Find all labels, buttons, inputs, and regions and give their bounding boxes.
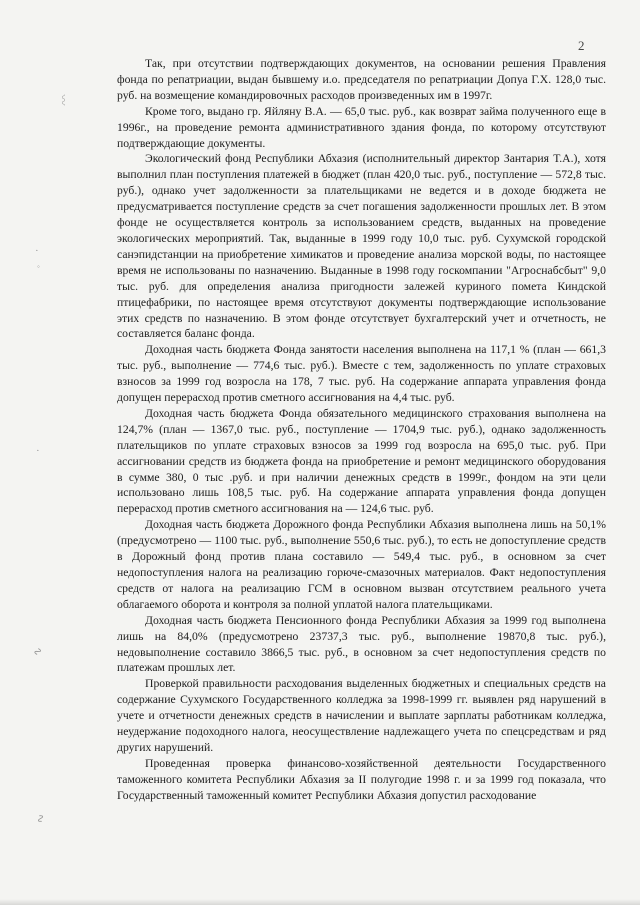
paragraph-customs-committee: Проведенная проверка финансово-хозяйственной деятельности Государственного таможенного комитета Республики Абхазия за II полугодие 1998 г. и за 1999 год показала, что Государственный таможенный комитет Республики Абхазия допустил расходование [117, 756, 606, 802]
paragraph-medical-insurance-fund: Доходная часть бюджета Фонда обязательного медицинского страхования выполнена на 124,7% (план — 1367,0 тыс. руб., поступление — 1704,9 тыс. руб.), однако задолженность плательщиков по уплате страховых взносов за 1999 год возросла на 695,0 тыс. руб. При ассигновании средств из бюджета фонда на приобретение и ремонт медицинского оборудования в сумме 380, 0 тыс .руб. и при наличии денежных средств в 1999г., фондом на эти цели использовано лишь 108,5 тыс. руб. На содержание аппарата управления фонда допущен перерасход против сметного ассигнования на — 124,6 тыс. руб. [117, 406, 606, 516]
paragraph-employment-fund: Доходная часть бюджета Фонда занятости населения выполнена на 117,1 % (план — 661,3 тыс. руб., выполнение — 774,6 тыс. руб.). Вместе с тем, задолженность по уплате страховых взносов за 1999 год возросла на 178, 7 тыс. руб. На содержание аппарата управления фонда допущен перерасход против сметного ассигнования на 4,4 тыс. руб. [117, 343, 606, 405]
scan-artifact: · [35, 245, 39, 257]
paragraph-sukhum-college: Проверкой правильности расходования выделенных бюджетных и специальных средств на содержание Сухумского Государственного колледжа за 1998-1999 гг. выявлен ряд нарушений в учете и отчетности денежных средств в начислении и выплате зарплаты работникам колледжа, неудержание подоходного налога, неосуществление надлежащего учета по спецсредствам и ряд других нарушений. [117, 677, 606, 754]
scan-artifact: ◦ [37, 262, 40, 271]
paragraph-pension-fund: Доходная часть бюджета Пенсионного фонда Республики Абхазия за 1999 год выполнена лишь на 84,0% (предусмотрено 23737,3 тыс. руб., выполнение 19870,8 тыс. руб.), недовыполнение составило 3866,5 тыс. руб., в основном за счет недопоступления средств по платежам прошлых лет. [117, 613, 606, 675]
scan-artifact: · [36, 445, 40, 457]
paragraph-ecological-fund: Экологический фонд Республики Абхазия (исполнительный директор Зантария Т.А.), хотя выполнил план поступления платежей в бюджет (план 420,0 тыс. руб., поступление — 572,8 тыс. руб.), однако учет задолженности за плательщиками не ведется и в доходе бюджета не предусматривается поступление средств за счет погашения задолженности прошлых лет. В этом фонде не осуществляется контроль за использованием средств, выданных на проведение экологических мероприятий. Так, выданные в 1999 году 10,0 тыс. руб. Сухумской городской санэпидстанции на приобретение химикатов и проведение анализа морской воды, по настоящее время не использованы по назначению. Выданные в 1998 году госкомпании "Агроснабсбыт" 9,0 тыс. руб. для определения анализа пригодности залежей куриного помета Киндской птицефабрики, по настоящее время отсутствуют документы подтверждающие использование этих средств по назначению. В этом фонде отсутствует бухгалтерский учет и отчетность, не составляется баланс фонда. [117, 152, 606, 341]
scan-bottom-edge [0, 899, 640, 905]
page-number: 2 [578, 38, 585, 53]
paragraph-road-fund: Доходная часть бюджета Дорожного фонда Республики Абхазия выполнена лишь на 50,1% (предусмотрено — 1100 тыс. руб., выполнение 550,6 тыс. руб.), то есть не допоступление средств в Дорожный фонд против плана составило — 549,4 тыс. руб., в основном за счет недопоступления налога на реализацию горюче-смазочных материалов. Факт недопоступления средств от налога на реализацию ГСМ в основном вызван отсутствием реального учета облагаемого оборота и контроля за полной уплатой налога плательщиками. [117, 518, 606, 611]
scan-artifact: 〰 [56, 94, 69, 106]
document-body [117, 56, 606, 804]
paragraph-repatriation-expenses: Так, при отсутствии подтверждающих документов, на основании решения Правления фонда по репатриации, выдан бывшему и.о. председателя по репатриации Допуа Г.Х. 128,0 тыс. руб. на возмещение командировочных расходов произведенных им в 1997г. [117, 57, 606, 102]
scan-artifact: ∿ [33, 812, 48, 825]
paragraph-loan-repayment: Кроме того, выдано гр. Яйляну В.А. — 65,0 тыс. руб., как возврат займа полученного еще в 1996г., на проведение ремонта административного здания фонда, по которому отсутствуют подтверждающие документы. [117, 104, 606, 150]
scan-artifact: ∿ [30, 645, 46, 659]
